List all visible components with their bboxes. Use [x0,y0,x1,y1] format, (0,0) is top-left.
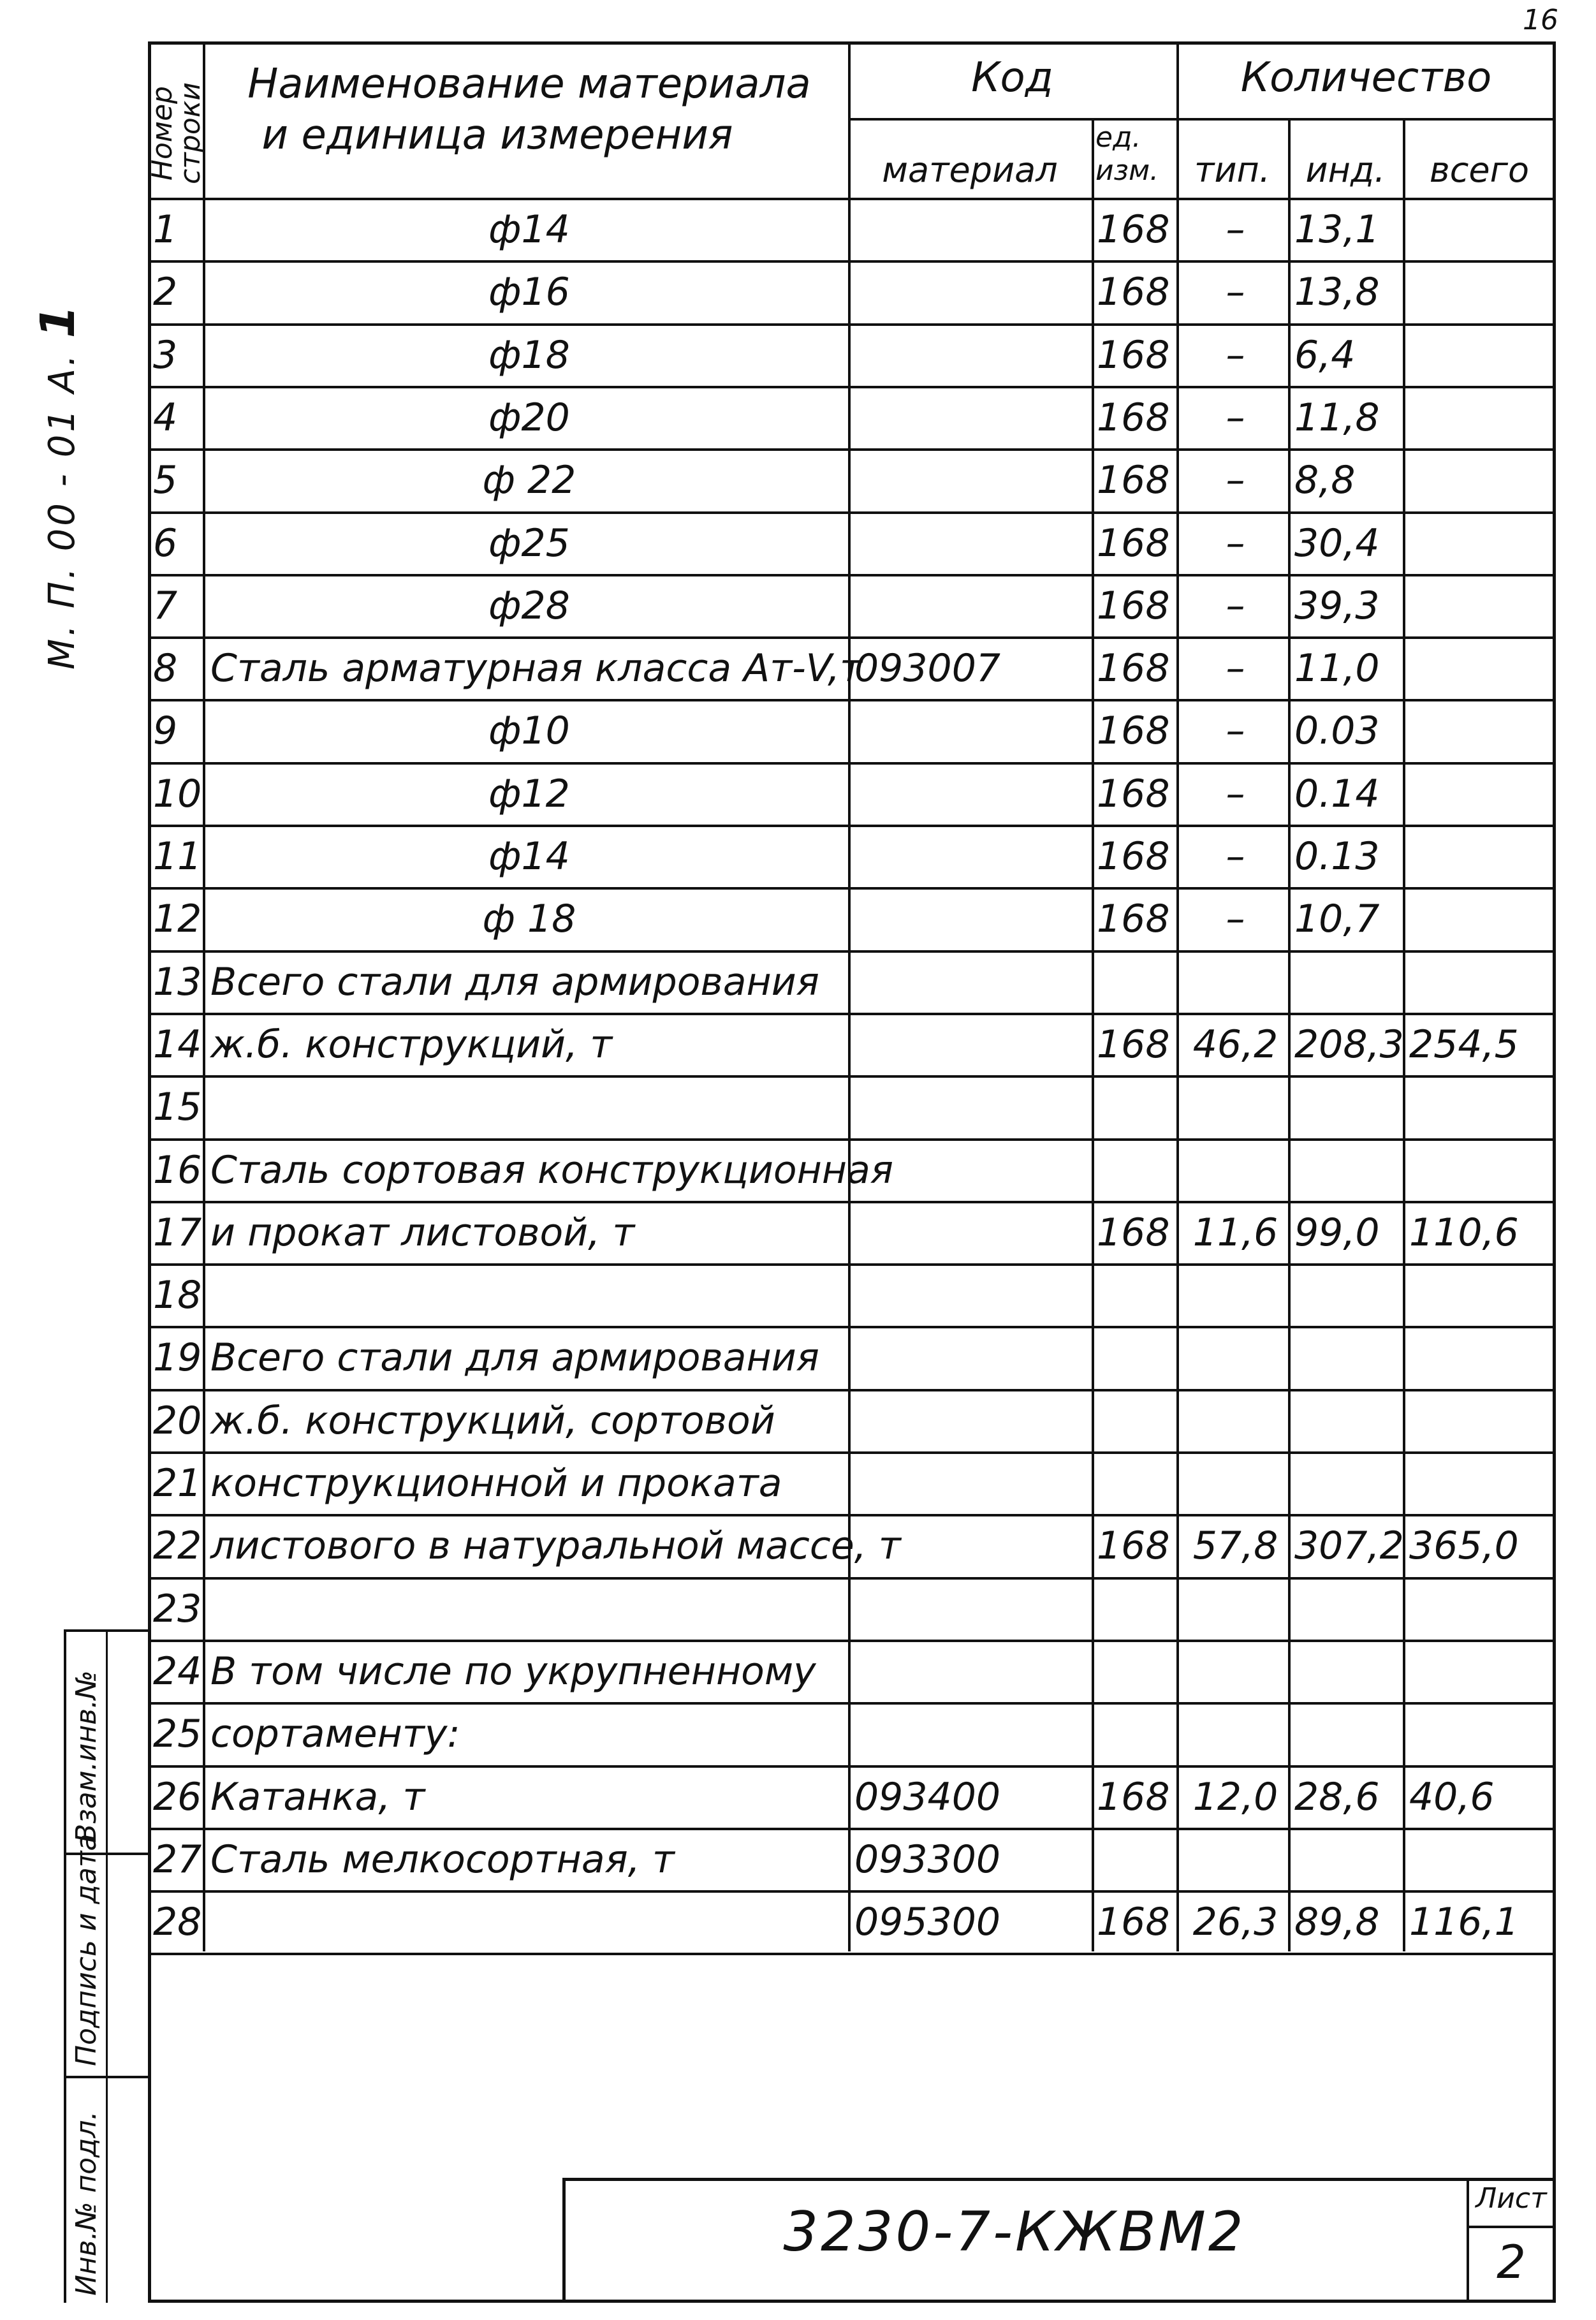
row-unit: 168 [1097,1774,1170,1819]
row-name: ф16 [488,270,570,315]
row-unit [1097,1327,1176,1388]
row-unit: 168 [1097,395,1170,440]
strip-label-inv-ref: Взам.инв.№ [70,1670,103,1843]
row-name: ф14 [488,834,570,879]
row-number: 1 [153,207,178,252]
row-qty-total: 40,6 [1409,1774,1495,1819]
row-qty-typ [1183,1453,1288,1514]
row-unit: 168 [1097,458,1170,503]
side-code [31,303,85,670]
row-qty-ind [1294,951,1403,1013]
row-unit: 168 [1097,270,1170,315]
side-code-number: 1 [31,302,85,339]
row-qty-total [1409,1390,1556,1451]
row-name [210,1265,848,1326]
row-material-code [854,325,1092,386]
row-number: 17 [153,1210,202,1255]
row-number: 25 [153,1712,202,1757]
strip-inner-line [106,1629,108,2303]
row-qty-typ: – [1226,207,1245,252]
col-line-typ [1288,118,1291,1951]
row-name: ф10 [488,708,570,754]
row-number: 9 [153,708,178,754]
row-unit: 168 [1097,520,1170,566]
row-qty-ind [1294,1140,1403,1201]
row-qty-ind: 30,4 [1294,520,1380,566]
row-qty-typ: – [1226,458,1245,503]
row-qty-ind: 11,8 [1294,395,1380,440]
header-quantity: Количество [1240,54,1492,101]
row-qty-ind [1294,1390,1403,1451]
row-qty-total [1409,450,1556,511]
row-name: Сталь арматурная класса Ат-V,т [210,646,862,691]
row-number: 21 [153,1461,202,1506]
row-qty-typ: 11,6 [1192,1210,1278,1255]
row-qty-ind: 39,3 [1294,583,1380,628]
row-unit: 168 [1097,1523,1170,1569]
row-number: 13 [153,959,202,1004]
row-qty-total [1409,826,1556,887]
row-material-code [854,450,1092,511]
row-qty-typ [1183,1703,1288,1765]
row-qty-typ: – [1226,583,1245,628]
row-material-code [854,513,1092,574]
row-name: ф20 [488,395,570,440]
row-qty-typ [1183,1829,1288,1890]
row-number: 2 [153,270,178,315]
row-unit [1097,1641,1176,1702]
row-qty-typ: 46,2 [1192,1022,1278,1067]
row-name: Сталь мелкосортная, т [210,1837,675,1882]
row-material-code [854,1265,1092,1326]
row-number: 24 [153,1648,202,1694]
row-number: 14 [153,1022,202,1067]
row-name [210,1891,848,1953]
row-qty-typ: 12,0 [1192,1774,1278,1819]
row-number: 22 [153,1523,202,1569]
header-sub-divider [848,118,1556,121]
row-unit: 168 [1097,771,1170,816]
row-number: 28 [153,1900,202,1945]
row-qty-typ: – [1226,771,1245,816]
row-qty-total: 365,0 [1409,1523,1519,1569]
row-unit: 168 [1097,1022,1170,1067]
row-qty-total: 254,5 [1409,1022,1519,1067]
row-qty-typ [1183,1327,1288,1388]
row-qty-typ [1183,1140,1288,1201]
row-qty-total [1409,575,1556,636]
row-qty-ind: 13,1 [1294,207,1380,252]
row-material-code [854,1703,1092,1765]
row-unit: 168 [1097,897,1170,942]
row-qty-ind: 28,6 [1294,1774,1380,1819]
row-unit: 168 [1097,834,1170,879]
row-qty-total [1409,1578,1556,1640]
row-number: 10 [153,771,202,816]
row-unit [1097,1703,1176,1765]
row-qty-total [1409,1641,1556,1702]
row-qty-total [1409,700,1556,761]
row-unit: 168 [1097,332,1170,378]
row-number: 4 [153,395,178,440]
header-code-unit: ед. изм. [1095,121,1159,187]
row-qty-total [1409,1265,1556,1326]
row-qty-typ: – [1226,395,1245,440]
row-material-code [854,951,1092,1013]
row-divider [148,1953,1556,1955]
header-name-line1: Наименование материала [247,61,811,108]
row-number: 5 [153,458,178,503]
row-qty-typ: – [1226,332,1245,378]
row-unit: 168 [1097,708,1170,754]
row-name: ж.б. конструкций, сортовой [210,1398,775,1443]
row-qty-typ [1183,1641,1288,1702]
row-unit [1097,951,1176,1013]
row-name: ф25 [488,520,570,566]
col-line-rowno [203,41,205,1951]
row-unit [1097,1390,1176,1451]
sheet-number: 2 [1497,2235,1526,2289]
row-qty-ind [1294,1327,1403,1388]
header-code-material: материал [882,150,1058,190]
row-qty-ind: 8,8 [1294,458,1356,503]
row-name: ф18 [488,332,570,378]
row-material-code [854,888,1092,950]
col-line-material [1092,118,1094,1951]
row-qty-total [1409,513,1556,574]
row-name: ф 22 [482,458,576,503]
row-qty-ind [1294,1829,1403,1890]
row-qty-ind: 13,8 [1294,270,1380,315]
row-name: Всего стали для армирования [210,1335,819,1381]
row-number: 3 [153,332,178,378]
row-qty-ind [1294,1265,1403,1326]
stamp-sheet-divider [1467,2226,1556,2228]
row-unit: 168 [1097,1210,1170,1255]
row-material-code [854,1641,1092,1702]
row-qty-typ: 57,8 [1192,1523,1278,1569]
row-material-code [854,1453,1092,1514]
row-number: 16 [153,1147,202,1193]
row-material-code [854,1390,1092,1451]
row-number: 15 [153,1085,202,1130]
strip-label-signature: Подпись и дата [70,1833,103,2066]
row-name: и прокат листовой, т [210,1210,635,1255]
row-material-code [854,1515,1092,1576]
row-unit [1097,1140,1176,1201]
row-material-code [854,387,1092,448]
header-name-line2: и единица измерения [261,112,733,159]
row-material-code [854,199,1092,260]
row-material-code [854,1578,1092,1640]
row-qty-typ: – [1226,270,1245,315]
row-unit: 168 [1097,1900,1170,1945]
row-material-code [854,826,1092,887]
row-unit [1097,1076,1176,1138]
row-number: 20 [153,1398,202,1443]
row-material-code [854,261,1092,323]
row-qty-ind: 11,0 [1294,646,1380,691]
row-number: 18 [153,1273,202,1318]
row-qty-typ: – [1226,520,1245,566]
row-number: 26 [153,1774,202,1819]
row-qty-ind [1294,1076,1403,1138]
row-material-code: 093300 [854,1837,1001,1882]
col-line-unit [1176,41,1179,1951]
row-name: конструкционной и проката [210,1461,782,1506]
row-number: 23 [153,1586,202,1631]
row-unit: 168 [1097,583,1170,628]
row-material-code [854,575,1092,636]
row-qty-typ [1183,1578,1288,1640]
row-qty-typ: – [1226,897,1245,942]
row-qty-typ [1183,1076,1288,1138]
row-name: ф14 [488,207,570,252]
row-qty-ind: 208,3 [1294,1022,1404,1067]
row-qty-ind: 0.13 [1294,834,1380,879]
row-qty-typ [1183,1390,1288,1451]
row-unit: 168 [1097,207,1170,252]
header-row-no: Номер строки [146,82,207,184]
row-qty-total [1409,1140,1556,1201]
row-number: 6 [153,520,178,566]
row-qty-total [1409,951,1556,1013]
strip-label-inv-orig: Инв.№ подл. [70,2111,103,2296]
row-qty-ind [1294,1641,1403,1702]
row-unit [1097,1578,1176,1640]
row-number: 19 [153,1335,202,1381]
row-unit [1097,1265,1176,1326]
row-qty-ind [1294,1578,1403,1640]
row-qty-total [1409,261,1556,323]
row-qty-ind: 0.03 [1294,708,1380,754]
row-material-code [854,1327,1092,1388]
row-name: ф28 [488,583,570,628]
header-code: Код [971,54,1053,101]
row-qty-typ [1183,1265,1288,1326]
row-number: 8 [153,646,178,691]
row-qty-typ: 26,3 [1192,1900,1278,1945]
doc-code: 3230-7-КЖВМ2 [783,2200,1246,2264]
row-unit [1097,1829,1176,1890]
header-qty-ind: инд. [1305,150,1386,190]
row-qty-total: 110,6 [1409,1210,1519,1255]
row-qty-total [1409,638,1556,699]
row-qty-total [1409,199,1556,260]
row-qty-typ: – [1226,646,1245,691]
row-unit [1097,1453,1176,1514]
sheet-label: Лист [1475,2182,1547,2215]
row-name: ж.б. конструкций, т [210,1022,613,1067]
row-qty-ind: 10,7 [1294,897,1380,942]
row-name [210,1076,848,1138]
row-unit: 168 [1097,646,1170,691]
col-line-name [848,41,851,1951]
row-qty-typ: – [1226,708,1245,754]
row-name: Сталь сортовая конструкционная [210,1147,893,1193]
row-qty-total [1409,1829,1556,1890]
row-name: ф12 [488,771,570,816]
row-qty-ind [1294,1453,1403,1514]
row-qty-total [1409,763,1556,825]
row-qty-ind: 89,8 [1294,1900,1380,1945]
row-number: 7 [153,583,178,628]
row-qty-typ: – [1226,834,1245,879]
row-qty-total [1409,325,1556,386]
row-qty-total [1409,387,1556,448]
row-material-code: 095300 [854,1900,1001,1945]
row-number: 27 [153,1837,202,1882]
row-name: В том числе по укрупненному [210,1648,816,1694]
row-material-code [854,763,1092,825]
row-qty-total [1409,1327,1556,1388]
row-material-code [854,700,1092,761]
header-qty-typ: тип. [1194,150,1271,190]
row-qty-ind [1294,1703,1403,1765]
row-number: 11 [153,834,202,879]
row-material-code [854,1140,1092,1201]
row-name: Катанка, т [210,1774,425,1819]
row-number: 12 [153,897,202,942]
header-rowno-cell [146,41,207,198]
row-material-code [854,1014,1092,1075]
row-name: листового в натуральной массе, т [210,1523,901,1569]
row-name: Всего стали для армирования [210,959,819,1004]
side-code-text: М. П. 00 - 01 А. [41,352,83,670]
row-name: ф 18 [482,897,576,942]
row-qty-ind: 307,2 [1294,1523,1404,1569]
row-material-code: 093400 [854,1774,1001,1819]
row-qty-ind: 99,0 [1294,1210,1380,1255]
row-material-code [854,1202,1092,1263]
row-qty-total [1409,888,1556,950]
row-qty-ind: 6,4 [1294,332,1356,378]
row-qty-total [1409,1703,1556,1765]
row-material-code: 093007 [854,646,1001,691]
row-qty-total: 116,1 [1409,1900,1519,1945]
row-qty-total [1409,1076,1556,1138]
row-qty-typ [1183,951,1288,1013]
row-name: сортаменту: [210,1712,460,1757]
row-name [210,1578,848,1640]
row-qty-total [1409,1453,1556,1514]
header-qty-total: всего [1429,150,1530,190]
row-material-code [854,1076,1092,1138]
corner-number: 16 [1523,4,1558,36]
row-qty-ind: 0.14 [1294,771,1380,816]
